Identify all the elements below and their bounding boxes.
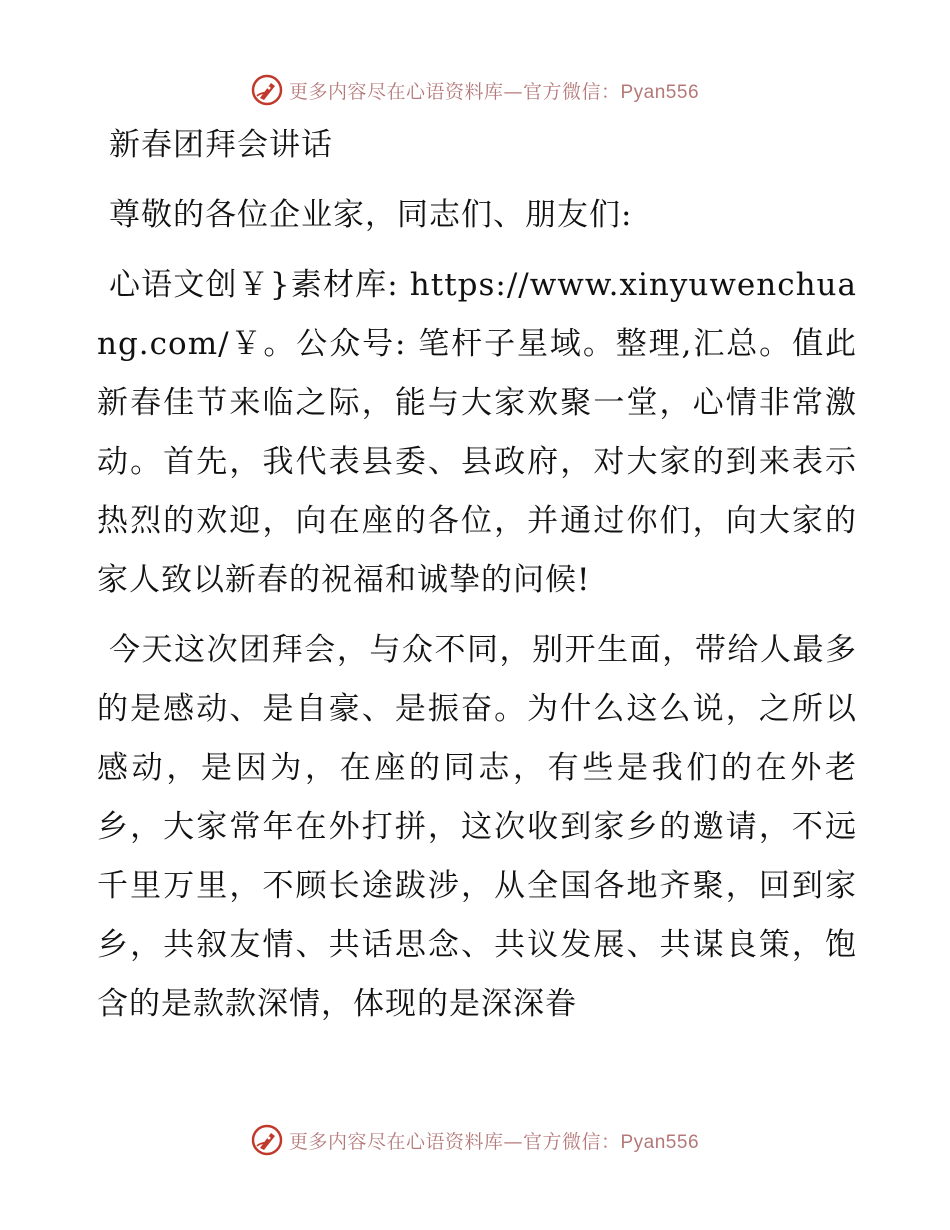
banner-text bbox=[289, 1127, 699, 1154]
banner-wechat-id: Pyan556 bbox=[620, 81, 700, 103]
banner-caption: 更多内容尽在心语资料库—官方微信： bbox=[288, 80, 621, 103]
pen-nib-logo-icon bbox=[251, 74, 283, 106]
banner-caption: 更多内容尽在心语资料库—官方微信： bbox=[288, 1130, 621, 1153]
paragraph-opening: 心语文创￥}素材库: https://www.xinyuwenchuang.com/￥。公众号: 笔杆子星域。整理,汇总。值此新春佳节来临之际，能与大家欢聚一堂，心情非常激动。首先，我代表县委、县政府，对大家的到来表示热烈的欢迎，向在座的各位，并通过你们，向大家的家人致以新春的祝福和诚挚的问候! bbox=[97, 267, 857, 598]
header-banner bbox=[0, 70, 950, 110]
pen-nib-logo-icon bbox=[251, 1124, 283, 1156]
banner-text bbox=[289, 77, 699, 104]
document-body bbox=[97, 116, 857, 1045]
banner-wechat-id: Pyan556 bbox=[620, 1131, 700, 1153]
paragraph-greeting: 尊敬的各位企业家，同志们、朋友们: bbox=[109, 197, 633, 233]
paragraph-body: 今天这次团拜会，与众不同，别开生面，带给人最多的是感动、是自豪、是振奋。为什么这么说，之所以感动，是因为，在座的同志，有些是我们的在外老乡，大家常年在外打拼，这次收到家乡的邀请，不远千里万里，不顾长途跋涉，从全国各地齐聚，回到家乡，共叙友情、共话思念、共议发展、共谋良策，饱含的是款款深情，体现的是深深眷 bbox=[97, 632, 857, 1022]
document-title: 新春团拜会讲话 bbox=[109, 127, 333, 163]
footer-banner bbox=[0, 1120, 950, 1160]
